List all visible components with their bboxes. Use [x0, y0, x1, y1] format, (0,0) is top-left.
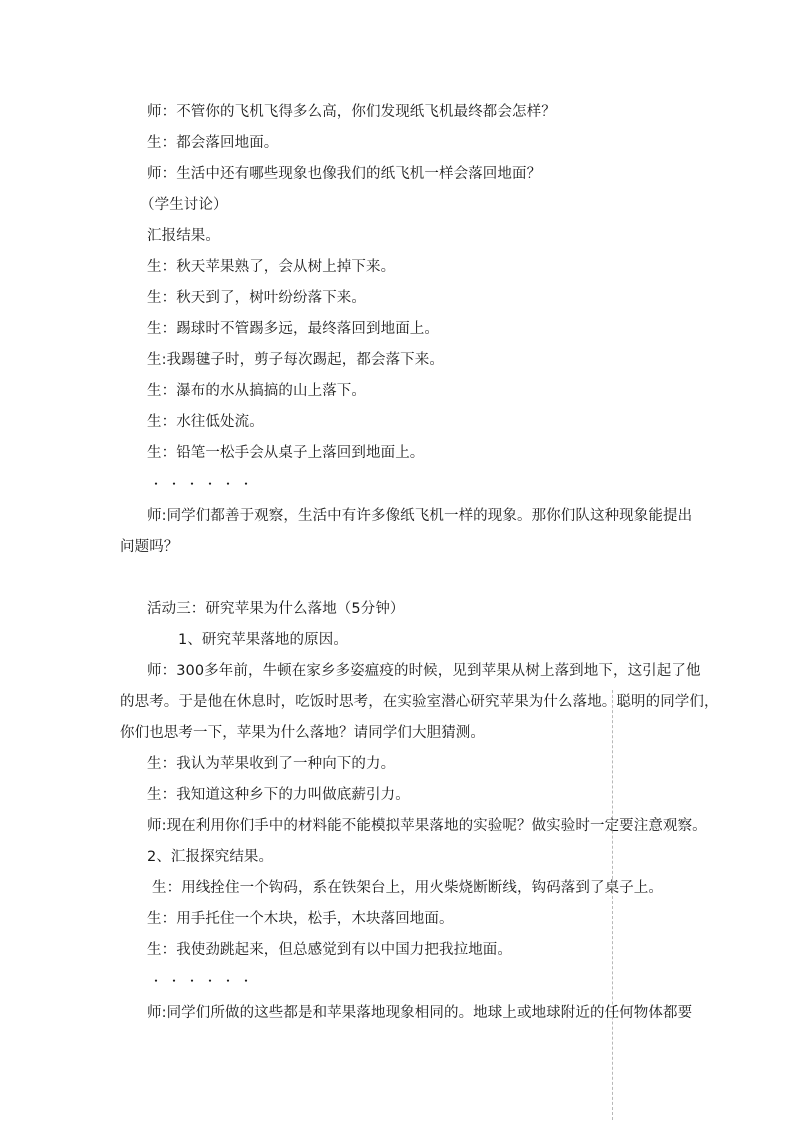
ellipsis-dots-1: ・・・・・・ [150, 477, 259, 491]
text-line-student-block: 生：用手托住一个木块，松手，木块落回地面。 [147, 911, 454, 927]
text-line-teacher-observe: 师:同学们都善于观察，生活中有许多像纸飞机一样的现象。那你们队这种现象能提出 [147, 508, 693, 524]
text-line-student-pencil: 生：铅笔一松手会从桌子上落回到地面上。 [147, 445, 425, 461]
text-line-student-answer-1: 生：都会落回地面。 [147, 135, 279, 151]
section-1-heading: 1、研究苹果落地的原因。 [178, 632, 348, 648]
text-line-student-jump: 生：我使劲跳起来，但总感觉到有以中国力把我拉地面。 [147, 942, 512, 958]
text-line-teacher-summary: 师:同学们所做的这些都是和苹果落地现象相同的。地球上或地球附近的任何物体都要 [147, 1005, 693, 1021]
text-line-newton-2: 的思考。于是他在休息时，吃饭时思考，在实验室潜心研究苹果为什么落地。聪明的同学们， [120, 694, 719, 710]
text-line-student-leaves: 生：秋天到了，树叶纷纷落下来。 [147, 290, 366, 306]
activity-three-heading: 活动三：研究苹果为什么落地（5分钟） [147, 601, 405, 617]
text-line-student-hook: 生：用线拴住一个钩码，系在铁架台上，用火柴烧断断线，钩码落到了桌子上。 [152, 880, 663, 896]
text-line-teacher-question-2: 师：生活中还有哪些现象也像我们的纸飞机一样会落回地面？ [147, 166, 542, 182]
text-line-student-ball: 生：踢球时不管踢多远，最终落回到地面上。 [147, 321, 439, 337]
text-line-teacher-observe-cont: 问题吗？ [120, 539, 179, 555]
text-line-newton-1: 师：300多年前，牛顿在家乡多姿瘟疫的时候，见到苹果从树上落到地下，这引起了他 [147, 663, 701, 679]
text-line-teacher-experiment: 师:现在利用你们手中的材料能不能模拟苹果落地的实验呢？做实验时一定要注意观察。 [147, 818, 707, 834]
text-line-student-force: 生：我认为苹果收到了一种向下的力。 [147, 756, 396, 772]
text-line-student-waterfall: 生：瀑布的水从搞搞的山上落下。 [147, 383, 366, 399]
text-line-student-shuttlecock: 生:我踢毽子时，剪子每次踢起，都会落下来。 [147, 352, 444, 368]
text-line-teacher-question-1: 师：不管你的飞机飞得多么高，你们发现纸飞机最终都会怎样？ [147, 104, 556, 120]
text-line-newton-3: 你们也思考一下，苹果为什么落地？请同学们大胆猜测。 [120, 725, 485, 741]
text-line-student-gravity: 生：我知道这种乡下的力叫做底薪引力。 [147, 787, 410, 803]
text-line-student-apple: 生：秋天苹果熟了，会从树上掉下来。 [147, 259, 396, 275]
page-margin-guide [612, 690, 613, 1120]
text-line-report-results: 汇报结果。 [147, 228, 220, 244]
text-line-student-discussion: （学生讨论） [140, 197, 228, 213]
ellipsis-dots-2: ・・・・・・ [150, 974, 259, 988]
text-line-student-water: 生：水往低处流。 [147, 414, 264, 430]
section-2-heading: 2、汇报探究结果。 [147, 849, 274, 865]
